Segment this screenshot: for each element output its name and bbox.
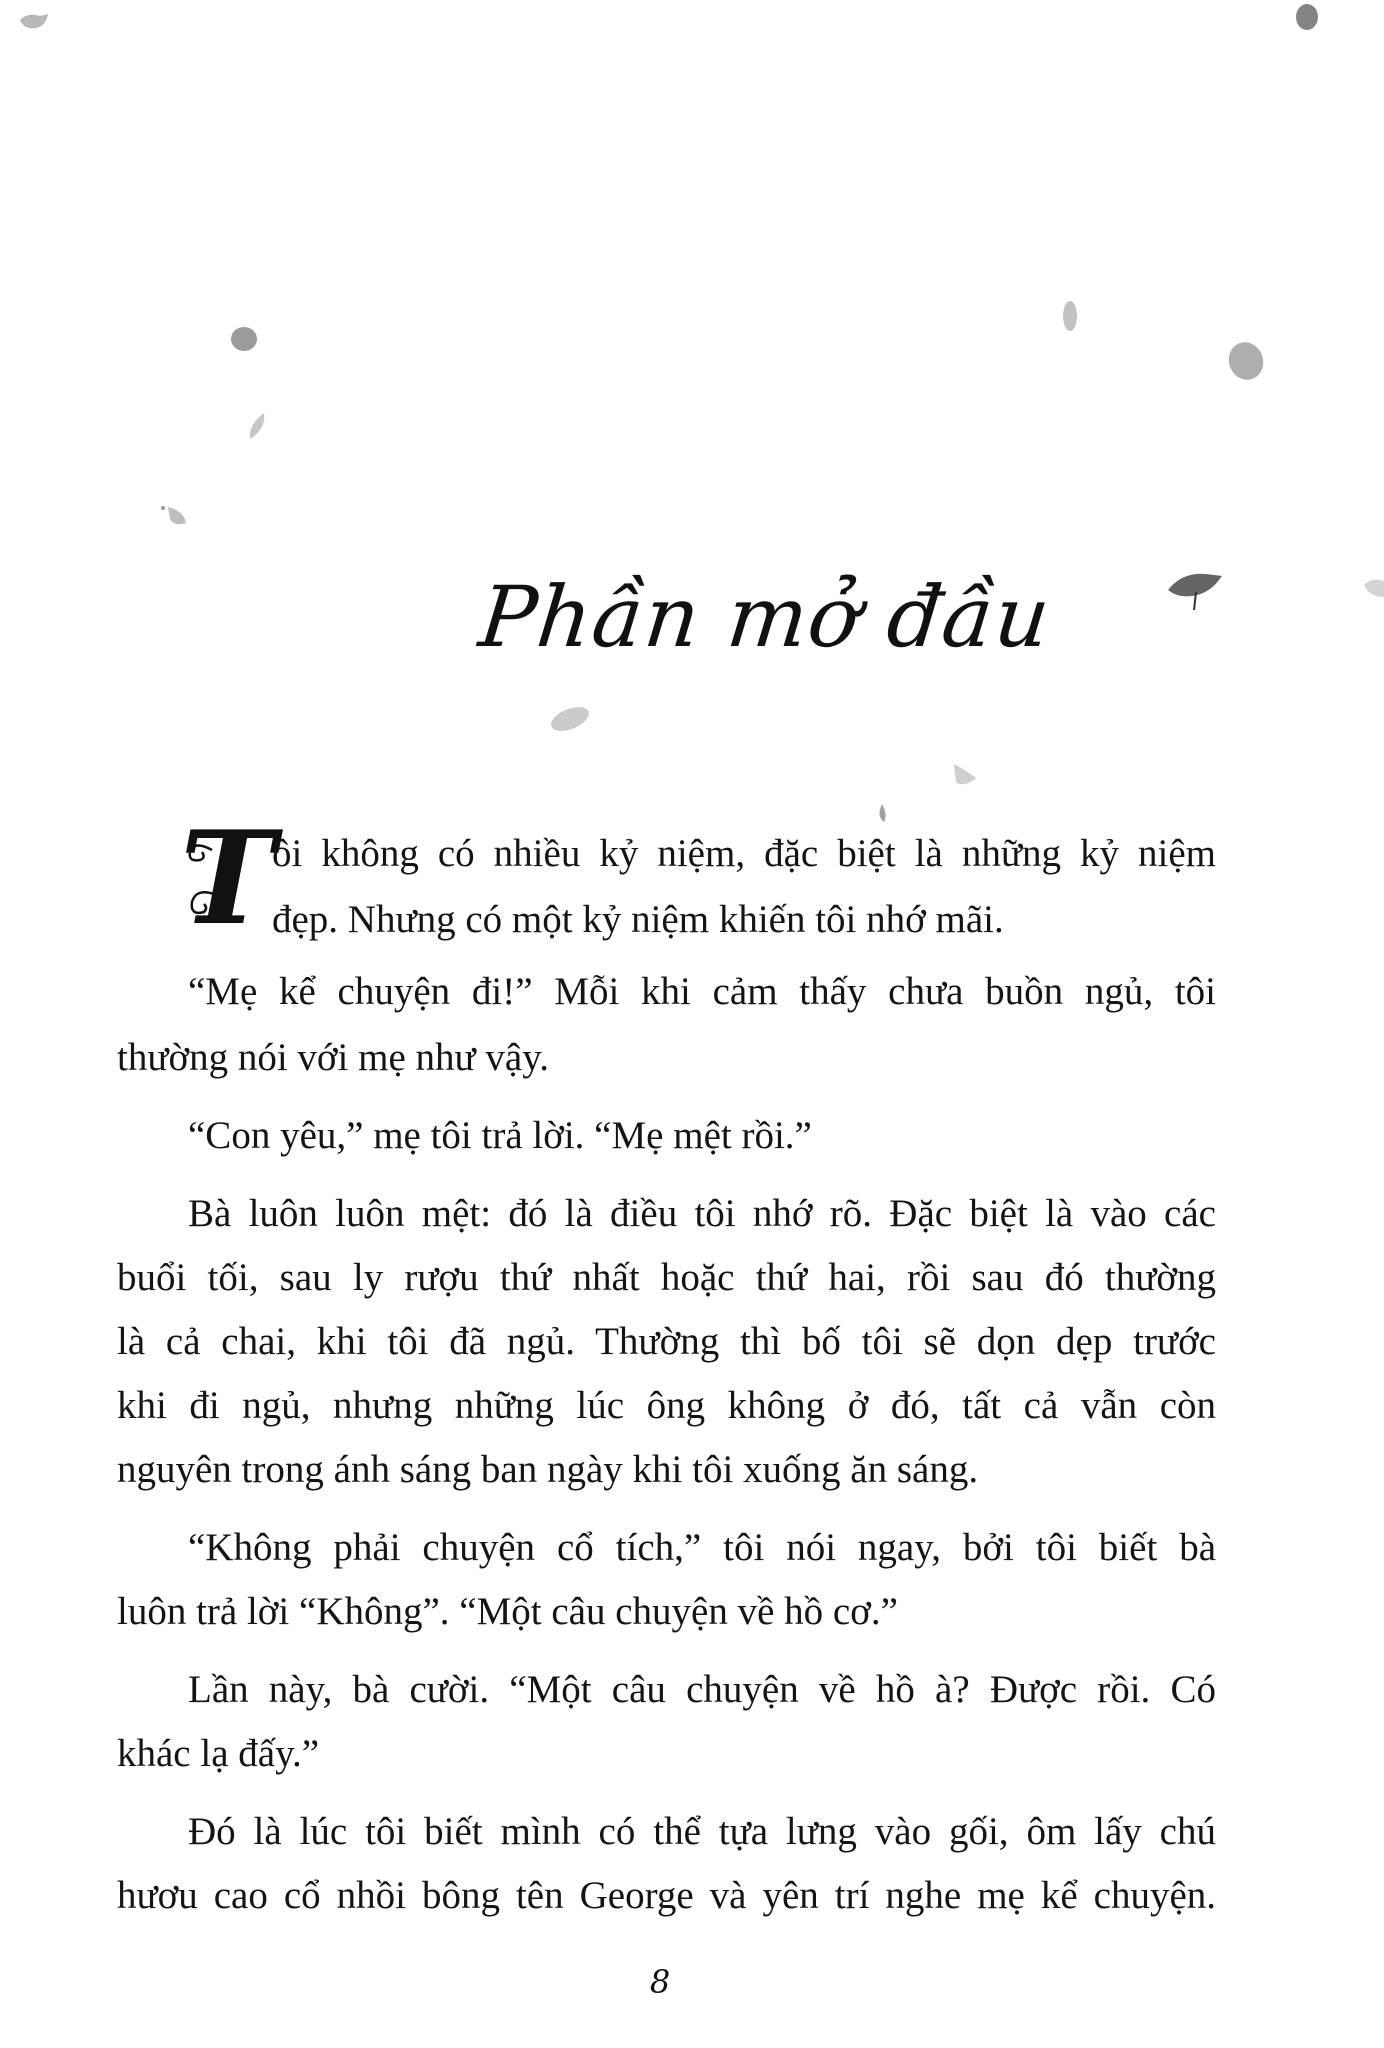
paragraph-line: “Mẹ kể chuyện đi!” Mỗi khi cảm thấy chưa buồn ngủ, tôi <box>188 970 1216 1013</box>
paragraph-line: Lần này, bà cười. “Một câu chuyện về hồ à? Được rồi. Có <box>188 1668 1216 1711</box>
paragraph-line: nguyên trong ánh sáng ban ngày khi tôi xuống ăn sáng. <box>117 1448 979 1491</box>
chapter-title: Phần mở đầu <box>474 568 1056 666</box>
paragraph-line: khi đi ngủ, nhưng những lúc ông không ở đó, tất cả vẫn còn <box>117 1384 1216 1427</box>
leaf-icon <box>950 760 980 796</box>
leaf-icon <box>246 411 268 441</box>
leaf-icon <box>1226 340 1266 382</box>
paragraph-line: khác lạ đấy.” <box>117 1732 320 1775</box>
paragraph-line: hươu cao cổ nhồi bông tên George và yên trí nghe mẹ kể chuyện. <box>117 1874 1216 1917</box>
page-number: 8 <box>649 1963 671 2001</box>
leaf-icon <box>166 505 188 529</box>
paragraph-line: là cả chai, khi tôi đã ngủ. Thường thì bố tôi sẽ dọn dẹp trước <box>117 1320 1216 1363</box>
leaf-icon <box>1362 575 1384 599</box>
leaf-icon <box>874 802 890 824</box>
paragraph-line: thường nói với mẹ như vậy. <box>117 1036 549 1079</box>
paragraph-line: buổi tối, sau ly rượu thứ nhất hoặc thứ hai, rồi sau đó thường <box>117 1256 1216 1299</box>
paragraph-line: “Không phải chuyện cổ tích,” tôi nói ngay, bởi tôi biết bà <box>188 1526 1216 1569</box>
paragraph-line: Bà luôn luôn mệt: đó là điều tôi nhớ rõ. Đặc biệt là vào các <box>188 1192 1216 1235</box>
leaf-icon <box>1166 568 1224 610</box>
leaf-icon <box>548 704 592 734</box>
paragraph-line: ôi không có nhiều kỷ niệm, đặc biệt là những kỷ niệm <box>272 832 1216 875</box>
leaf-icon <box>1294 2 1320 32</box>
leaf-icon <box>1060 298 1080 334</box>
leaf-icon <box>18 10 50 32</box>
paragraph-line: Đó là lúc tôi biết mình có thể tựa lưng vào gối, ôm lấy chú <box>188 1810 1216 1853</box>
paragraph-line: “Con yêu,” mẹ tôi trả lời. “Mẹ mệt rồi.” <box>188 1114 812 1157</box>
leaf-icon <box>160 505 166 511</box>
leaf-icon <box>229 325 259 353</box>
drop-cap: T <box>180 804 276 954</box>
paragraph-line: đẹp. Nhưng có một kỷ niệm khiến tôi nhớ mãi. <box>272 898 1004 941</box>
paragraph-line: luôn trả lời “Không”. “Một câu chuyện về hồ cơ.” <box>117 1590 898 1633</box>
